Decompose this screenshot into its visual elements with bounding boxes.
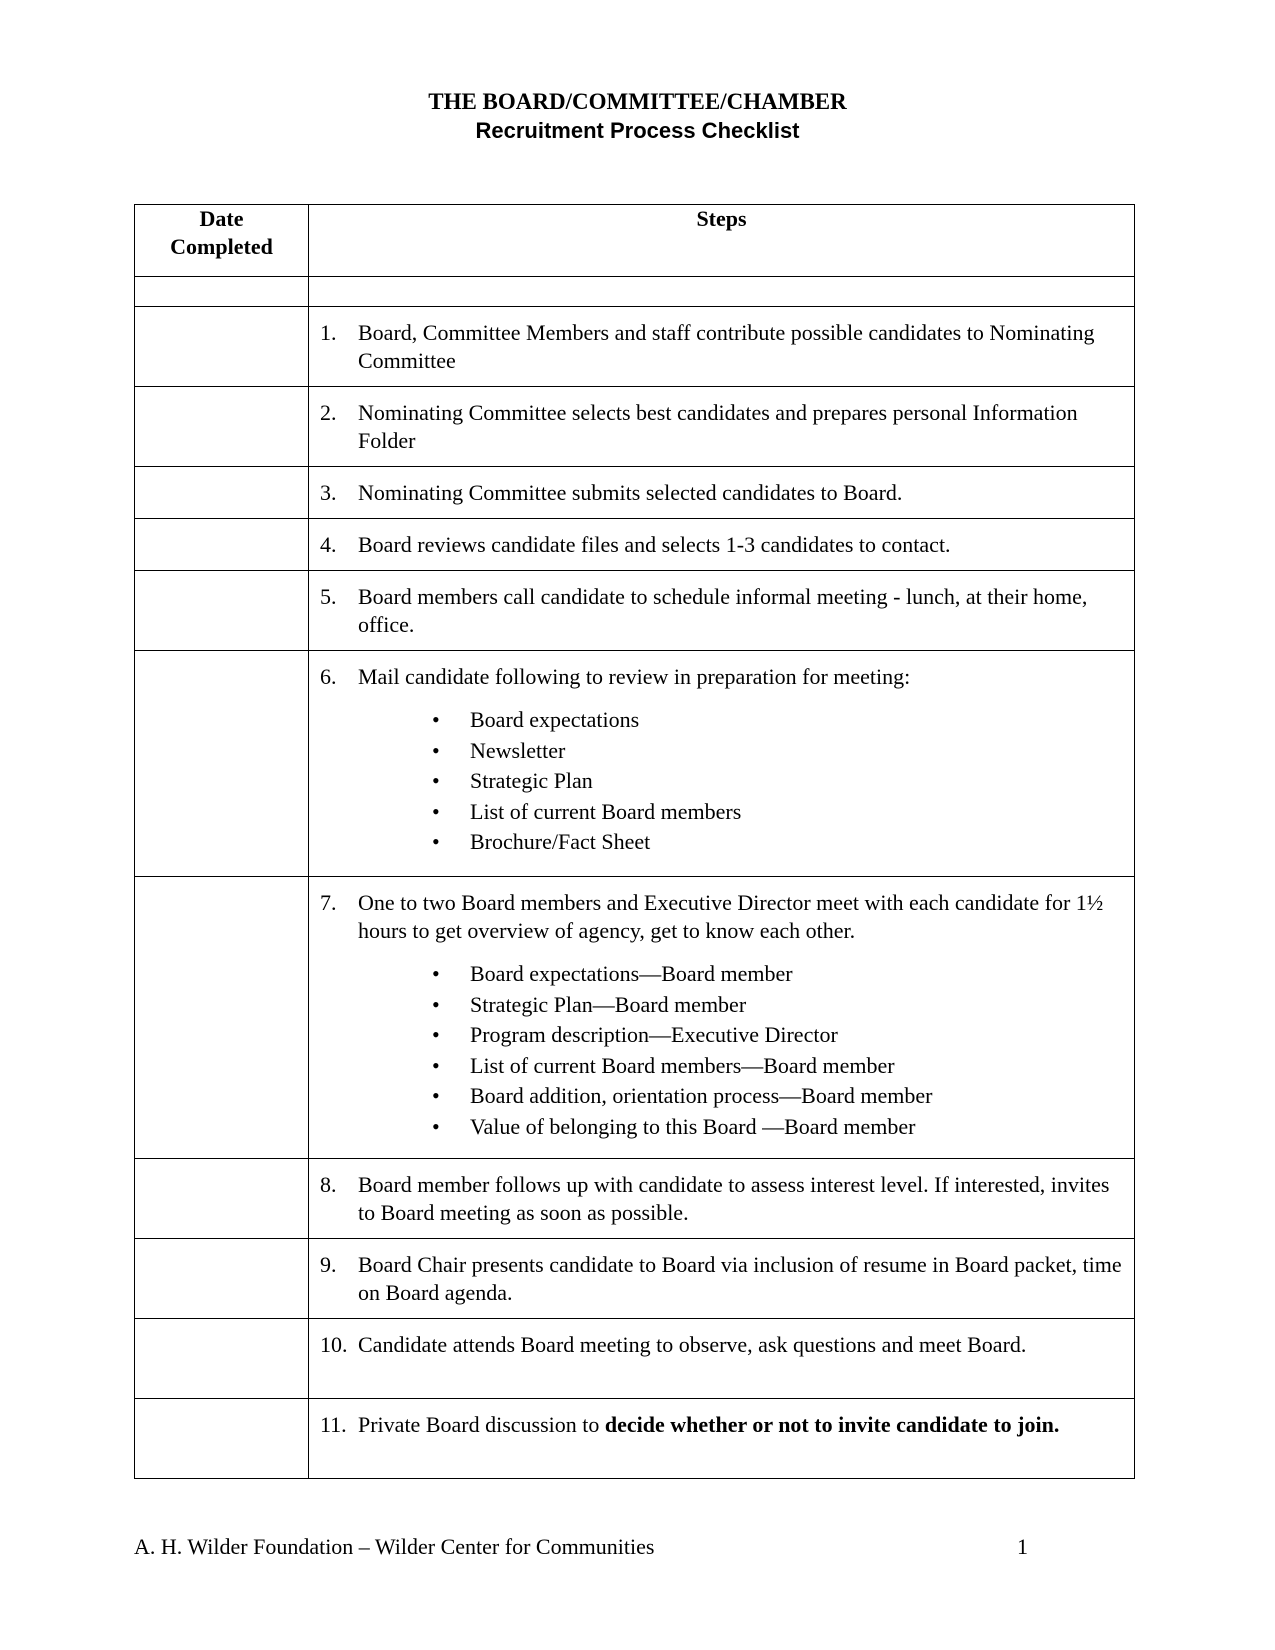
bullet-item: • List of current Board members xyxy=(470,797,1126,828)
header-row xyxy=(135,205,1135,277)
step-cell xyxy=(309,571,1135,651)
step-text: Nominating Committee selects best candidates and prepares personal Information Folder xyxy=(358,400,1078,453)
step-text: One to two Board members and Executive Director meet with each candidate for 1½ hours to get overview of agency, get to know each other. xyxy=(358,890,1104,943)
step-text: Private Board discussion to xyxy=(358,1412,605,1437)
bullet-item: • Brochure/Fact Sheet xyxy=(470,827,1126,858)
table-row xyxy=(135,1159,1135,1239)
blank-row xyxy=(135,277,1135,307)
step-number: 3. xyxy=(320,480,337,505)
bullet-item: • Strategic Plan xyxy=(470,766,1126,797)
step-text: Board, Committee Members and staff contribute possible candidates to Nominating Committee xyxy=(358,320,1095,373)
bullet-item: • Program description—Executive Director xyxy=(470,1020,1126,1051)
step-cell xyxy=(309,1159,1135,1239)
step-number: 9. xyxy=(320,1252,337,1277)
table-row xyxy=(135,387,1135,467)
step-cell xyxy=(309,277,1135,307)
step-cell xyxy=(309,467,1135,519)
bullet-item: • Newsletter xyxy=(470,736,1126,767)
table-row xyxy=(135,307,1135,387)
table-row xyxy=(135,877,1135,1159)
bullet-item: • Board addition, orientation process—Board member xyxy=(470,1081,1126,1112)
step-cell xyxy=(309,1319,1135,1399)
date-cell[interactable] xyxy=(135,1159,309,1239)
step-number: 2. xyxy=(320,400,337,425)
step-cell xyxy=(309,519,1135,571)
footer-organization: A. H. Wilder Foundation – Wilder Center for Communities xyxy=(134,1534,655,1559)
table-row xyxy=(135,1319,1135,1399)
bullet-item: • Strategic Plan—Board member xyxy=(470,990,1126,1021)
date-cell[interactable] xyxy=(135,277,309,307)
date-completed-header xyxy=(135,205,309,277)
step-text: Board members call candidate to schedule informal meeting - lunch, at their home, office. xyxy=(358,584,1088,637)
step-number: 10. xyxy=(320,1332,348,1357)
date-cell[interactable] xyxy=(135,1239,309,1319)
step-text: Candidate attends Board meeting to observe, ask questions and meet Board. xyxy=(358,1332,1027,1357)
table-row xyxy=(135,651,1135,877)
document-subtitle: Recruitment Process Checklist xyxy=(475,118,800,143)
page-number: 1 xyxy=(1017,1534,1028,1559)
step-cell xyxy=(309,877,1135,1159)
document-title: THE BOARD/COMMITTEE/CHAMBER xyxy=(428,89,847,114)
date-cell[interactable] xyxy=(135,307,309,387)
checklist-table xyxy=(134,204,1135,1479)
step-number: 1. xyxy=(320,320,337,345)
step-text: Board Chair presents candidate to Board via inclusion of resume in Board packet, time on Board agenda. xyxy=(358,1252,1122,1305)
step-text: Board reviews candidate files and selects 1-3 candidates to contact. xyxy=(358,532,951,557)
step-cell xyxy=(309,307,1135,387)
table-row xyxy=(135,467,1135,519)
bullet-list xyxy=(358,959,1126,1142)
bullet-item: • Value of belonging to this Board —Board member xyxy=(470,1112,1126,1143)
bullet-list xyxy=(358,705,1126,858)
bullet-item: • Board expectations—Board member xyxy=(470,959,1126,990)
date-header-line1: Date xyxy=(199,206,244,231)
step-cell xyxy=(309,1399,1135,1479)
date-cell[interactable] xyxy=(135,877,309,1159)
step-number: 5. xyxy=(320,584,337,609)
step-cell xyxy=(309,651,1135,877)
date-cell[interactable] xyxy=(135,387,309,467)
steps-header: Steps xyxy=(309,205,1135,277)
table-row xyxy=(135,1399,1135,1479)
bullet-item: • Board expectations xyxy=(470,705,1126,736)
table-row xyxy=(135,1239,1135,1319)
date-cell[interactable] xyxy=(135,519,309,571)
step-number: 6. xyxy=(320,664,337,689)
step-text-bold: decide whether or not to invite candidate to join. xyxy=(604,1412,1060,1437)
step-text: Nominating Committee submits selected candidates to Board. xyxy=(358,480,903,505)
date-cell[interactable] xyxy=(135,467,309,519)
date-cell[interactable] xyxy=(135,1319,309,1399)
bullet-item: • List of current Board members—Board member xyxy=(470,1051,1126,1082)
step-number: 7. xyxy=(320,890,337,915)
table-row xyxy=(135,519,1135,571)
table-row xyxy=(135,571,1135,651)
date-cell[interactable] xyxy=(135,571,309,651)
step-text: Board member follows up with candidate to assess interest level. If interested, invites to Board meeting as soon as possible. xyxy=(358,1172,1110,1225)
step-cell xyxy=(309,1239,1135,1319)
date-header-line2: Completed xyxy=(170,234,273,259)
step-number: 4. xyxy=(320,532,337,557)
step-number: 11. xyxy=(320,1412,347,1437)
date-cell[interactable] xyxy=(135,651,309,877)
step-number: 8. xyxy=(320,1172,337,1197)
step-text: Mail candidate following to review in preparation for meeting: xyxy=(358,664,911,689)
step-cell xyxy=(309,387,1135,467)
date-cell[interactable] xyxy=(135,1399,309,1479)
